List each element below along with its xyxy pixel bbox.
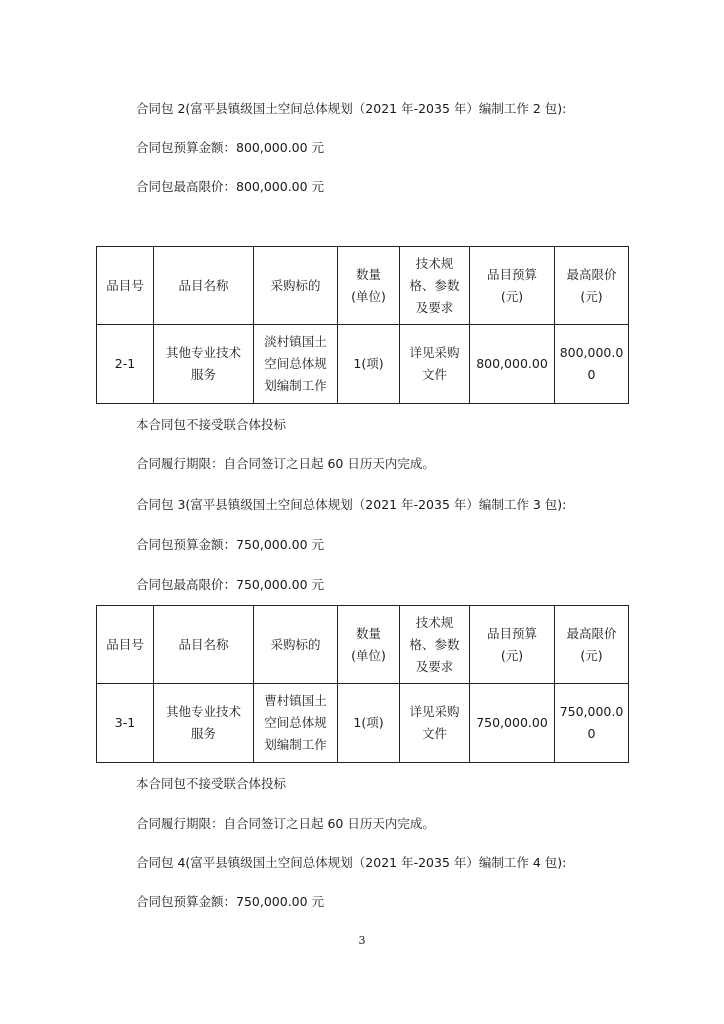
- package-3-no-consortium: 本合同包不接受联合体投标: [136, 776, 287, 791]
- package-2-period: 合同履行期限：自合同签订之日起 60 日历天内完成。: [136, 456, 435, 471]
- page-number: 3: [358, 934, 366, 947]
- package-3-max-price: 合同包最高限价：750,000.00 元: [136, 577, 325, 592]
- table-row: [97, 684, 629, 763]
- header-quantity: 数量 (单位): [338, 606, 400, 684]
- header-quantity: 数量 (单位): [338, 247, 400, 325]
- cell-budget: 800,000.00: [470, 325, 555, 404]
- header-spec: 技术规 格、参数 及要求: [400, 606, 470, 684]
- cell-item-name: 其他专业技术 服务: [154, 684, 254, 763]
- header-max-price: 最高限价 (元): [555, 247, 629, 325]
- cell-max-price: 800,000.0 0: [555, 325, 629, 404]
- header-item-no: 品目号: [97, 606, 154, 684]
- cell-max-price: 750,000.0 0: [555, 684, 629, 763]
- cell-target: 曹村镇国土 空间总体规 划编制工作: [254, 684, 338, 763]
- header-spec: 技术规 格、参数 及要求: [400, 247, 470, 325]
- header-item-name: 品目名称: [154, 247, 254, 325]
- package-4-title: 合同包 4(富平县镇级国土空间总体规划（2021 年-2035 年）编制工作 4 包):: [136, 855, 567, 870]
- header-item-no: 品目号: [97, 247, 154, 325]
- cell-spec: 详见采购 文件: [400, 684, 470, 763]
- header-target: 采购标的: [254, 606, 338, 684]
- package-3-period: 合同履行期限：自合同签订之日起 60 日历天内完成。: [136, 816, 435, 831]
- package-2-table: [96, 246, 629, 404]
- table-header-row: [97, 247, 629, 325]
- header-item-name: 品目名称: [154, 606, 254, 684]
- header-max-price: 最高限价 (元): [555, 606, 629, 684]
- cell-spec: 详见采购 文件: [400, 325, 470, 404]
- cell-item-name: 其他专业技术 服务: [154, 325, 254, 404]
- package-3-table: [96, 605, 629, 763]
- package-3-budget: 合同包预算金额：750,000.00 元: [136, 537, 325, 552]
- header-target: 采购标的: [254, 247, 338, 325]
- cell-item-no: 3-1: [97, 684, 154, 763]
- package-2-max-price: 合同包最高限价：800,000.00 元: [136, 179, 325, 194]
- cell-quantity: 1(项): [338, 325, 400, 404]
- table-row: [97, 325, 629, 404]
- cell-item-no: 2-1: [97, 325, 154, 404]
- package-2-no-consortium: 本合同包不接受联合体投标: [136, 417, 287, 432]
- table-header-row: [97, 606, 629, 684]
- package-3-title: 合同包 3(富平县镇级国土空间总体规划（2021 年-2035 年）编制工作 3 包):: [136, 497, 567, 512]
- header-budget: 品目预算 (元): [470, 247, 555, 325]
- package-2-title: 合同包 2(富平县镇级国土空间总体规划（2021 年-2035 年）编制工作 2 包):: [136, 101, 567, 116]
- cell-budget: 750,000.00: [470, 684, 555, 763]
- cell-quantity: 1(项): [338, 684, 400, 763]
- package-2-budget: 合同包预算金额：800,000.00 元: [136, 140, 325, 155]
- cell-target: 淡村镇国土 空间总体规 划编制工作: [254, 325, 338, 404]
- header-budget: 品目预算 (元): [470, 606, 555, 684]
- package-4-budget: 合同包预算金额：750,000.00 元: [136, 894, 325, 909]
